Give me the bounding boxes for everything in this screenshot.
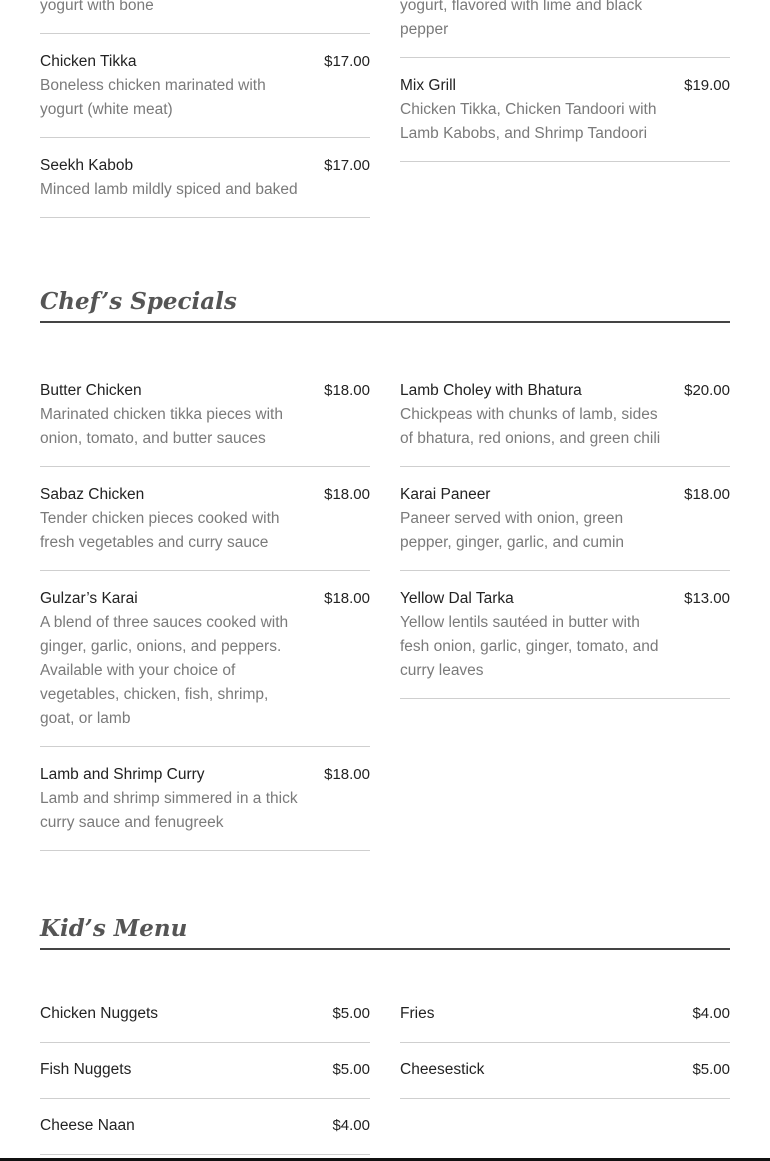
menu-item	[40, 467, 370, 571]
menu-item	[40, 34, 370, 138]
item-price: $4.00	[692, 1005, 730, 1022]
menu-item	[400, 571, 730, 699]
menu-item	[40, 571, 370, 747]
kids-menu-right-column	[400, 987, 730, 1099]
item-price: $5.00	[332, 1061, 370, 1078]
menu-item	[400, 467, 730, 571]
menu-item	[40, 1043, 370, 1099]
item-name: Fish Nuggets	[40, 1061, 132, 1078]
item-description: Minced lamb mildly spiced and baked	[40, 181, 298, 198]
kids-menu-heading: Kid’s Menu	[40, 914, 730, 950]
menu-item	[40, 747, 370, 851]
item-price: $5.00	[692, 1061, 730, 1078]
item-name: Cheesestick	[400, 1061, 485, 1078]
item-description: Boneless chicken marinated with yogurt (white meat)	[40, 77, 266, 118]
item-price: $17.00	[324, 53, 370, 70]
item-description: yogurt, flavored with lime and black pepper	[400, 0, 643, 38]
item-price: $18.00	[324, 766, 370, 783]
item-description: Lamb and shrimp simmered in a thick curry sauce and fenugreek	[40, 790, 298, 831]
menu-item	[40, 987, 370, 1043]
item-description: A blend of three sauces cooked with ginger, garlic, onions, and peppers. Available with your choice of vegetables, chicken, fish, shrimp, goat, or lamb	[40, 614, 289, 727]
menu-item	[40, 363, 370, 467]
item-description: Chicken Tikka, Chicken Tandoori with Lamb Kabobs, and Shrimp Tandoori	[400, 101, 657, 142]
item-price: $20.00	[684, 382, 730, 399]
item-name: Chicken Tikka	[40, 53, 137, 70]
item-price: $17.00	[324, 157, 370, 174]
menu-item	[400, 363, 730, 467]
item-description: Yellow lentils sautéed in butter with fesh onion, garlic, ginger, tomato, and curry leaves	[400, 614, 659, 679]
item-price: $18.00	[684, 486, 730, 503]
top-right-column	[400, 0, 730, 162]
item-price: $18.00	[324, 590, 370, 607]
item-price: $18.00	[324, 486, 370, 503]
item-description: Paneer served with onion, green pepper, ginger, garlic, and cumin	[400, 510, 625, 551]
item-name: Sabaz Chicken	[40, 486, 145, 503]
item-name: Seekh Kabob	[40, 157, 134, 174]
chefs-specials-heading: Chef’s Specials	[40, 287, 730, 323]
top-left-column	[40, 0, 370, 218]
item-price: $19.00	[684, 77, 730, 94]
item-name: Karai Paneer	[400, 486, 491, 503]
item-description: Chickpeas with chunks of lamb, sides of bhatura, red onions, and green chili	[400, 406, 661, 447]
item-name: Yellow Dal Tarka	[400, 590, 514, 607]
item-name: Lamb and Shrimp Curry	[40, 766, 205, 783]
menu-item	[400, 0, 730, 58]
menu-item	[40, 1099, 370, 1155]
item-name: Chicken Nuggets	[40, 1005, 159, 1022]
menu-item	[40, 138, 370, 218]
chefs-specials-left-column	[40, 363, 370, 851]
item-price: $4.00	[332, 1117, 370, 1134]
item-name: Cheese Naan	[40, 1117, 135, 1134]
item-name: Gulzar’s Karai	[40, 590, 138, 607]
chefs-specials-right-column	[400, 363, 730, 699]
item-price: $18.00	[324, 382, 370, 399]
item-description: yogurt with bone	[40, 0, 154, 14]
menu-item	[400, 1043, 730, 1099]
item-price: $13.00	[684, 590, 730, 607]
item-name: Butter Chicken	[40, 382, 142, 399]
item-price: $5.00	[332, 1005, 370, 1022]
kids-menu-left-column	[40, 987, 370, 1155]
item-description: Marinated chicken tikka pieces with onion, tomato, and butter sauces	[40, 406, 283, 447]
menu-item	[400, 987, 730, 1043]
item-name: Fries	[400, 1005, 435, 1022]
item-name: Lamb Choley with Bhatura	[400, 382, 582, 399]
menu-item	[400, 58, 730, 162]
item-description: Tender chicken pieces cooked with fresh vegetables and curry sauce	[40, 510, 280, 551]
menu-item	[40, 0, 370, 34]
item-name: Mix Grill	[400, 77, 456, 94]
